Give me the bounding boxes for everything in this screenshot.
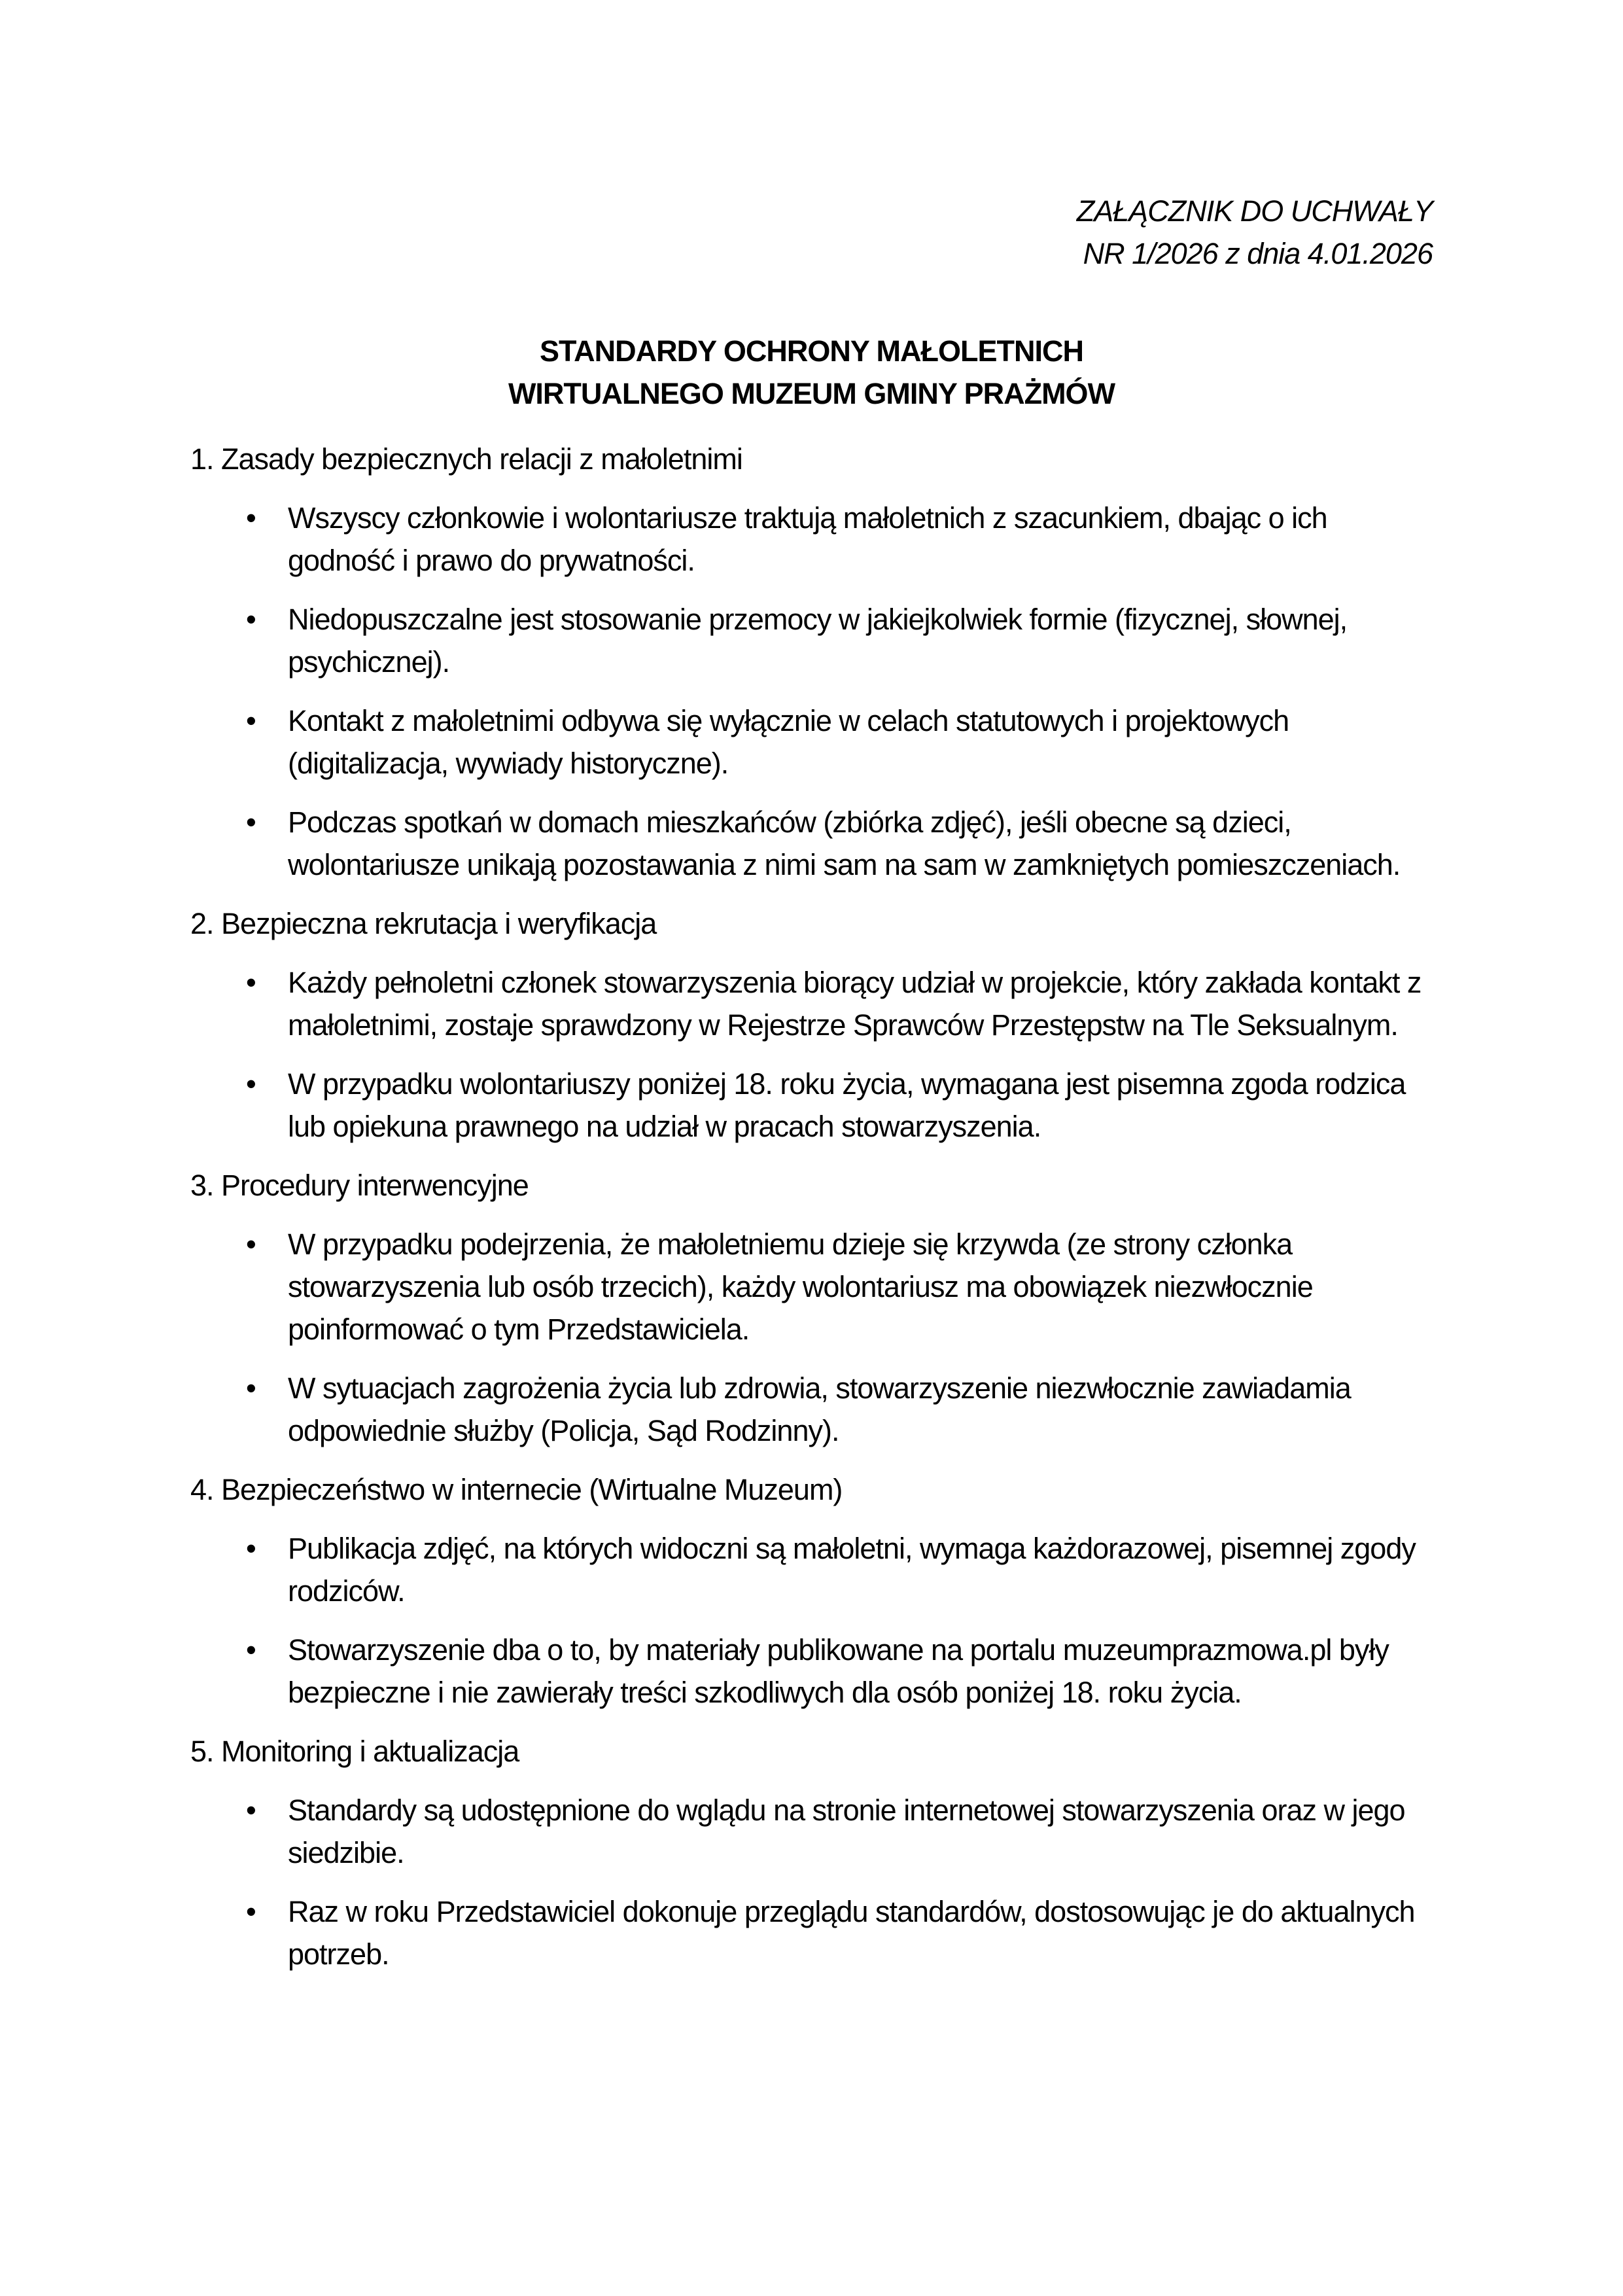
section-2	[190, 902, 1433, 1148]
list-item: • Raz w roku Przedstawiciel dokonuje przeglądu standardów, dostosowując je do aktualnych potrzeb.	[190, 1890, 1433, 1975]
list-item: • Podczas spotkań w domach mieszkańców (zbiórka zdjęć), jeśli obecne są dzieci, wolontariusze unikają pozostawania z nimi sam na sam w zamkniętych pomieszczeniach.	[190, 801, 1433, 886]
section-2-heading: 2. Bezpieczna rekrutacja i weryfikacja	[190, 907, 657, 940]
list-item: • W przypadku wolontariuszy poniżej 18. roku życia, wymagana jest pisemna zgoda rodzica lub opiekuna prawnego na udział w pracach stowarzyszenia.	[190, 1063, 1433, 1148]
section-1	[190, 438, 1433, 886]
section-1-heading: 1. Zasady bezpiecznych relacji z małoletnimi	[190, 442, 742, 476]
section-5	[190, 1730, 1433, 1975]
list-item: • Stowarzyszenie dba o to, by materiały publikowane na portalu muzeumprazmowa.pl były bezpieczne i nie zawierały treści szkodliwych dla osób poniżej 18. roku życia.	[190, 1629, 1433, 1714]
section-5-bullets	[190, 1789, 1433, 1975]
list-item: • W przypadku podejrzenia, że małoletniemu dzieje się krzywda (ze strony członka stowarzyszenia lub osób trzecich), każdy wolontariusz ma obowiązek niezwłocznie poinformować o tym Przedstawiciela.	[190, 1223, 1433, 1351]
document-title	[190, 330, 1433, 415]
document-title-line2: WIRTUALNEGO MUZEUM GMINY PRAŻMÓW	[508, 377, 1115, 410]
list-item: • Wszyscy członkowie i wolontariusze traktują małoletnich z szacunkiem, dbając o ich godność i prawo do prywatności.	[190, 497, 1433, 582]
list-item: • Niedopuszczalne jest stosowanie przemocy w jakiejkolwiek formie (fizycznej, słownej, psychicznej).	[190, 598, 1433, 683]
section-5-heading: 5. Monitoring i aktualizacja	[190, 1735, 519, 1768]
section-3-heading: 3. Procedury interwencyjne	[190, 1169, 529, 1202]
document-title-line1: STANDARDY OCHRONY MAŁOLETNICH	[539, 334, 1083, 368]
attachment-note	[190, 190, 1433, 275]
list-item: • Publikacja zdjęć, na których widoczni są małoletni, wymaga każdorazowej, pisemnej zgody rodziców.	[190, 1527, 1433, 1612]
section-4-heading: 4. Bezpieczeństwo w internecie (Wirtualne Muzeum)	[190, 1473, 843, 1506]
section-3-bullets	[190, 1223, 1433, 1452]
section-4-bullets	[190, 1527, 1433, 1714]
list-item: • Standardy są udostępnione do wglądu na stronie internetowej stowarzyszenia oraz w jego siedzibie.	[190, 1789, 1433, 1874]
section-1-bullets	[190, 497, 1433, 886]
list-item: • Kontakt z małoletnimi odbywa się wyłącznie w celach statutowych i projektowych (digitalizacja, wywiady historyczne).	[190, 699, 1433, 785]
section-4	[190, 1468, 1433, 1714]
section-3	[190, 1164, 1433, 1452]
list-item: • Każdy pełnoletni członek stowarzyszenia biorący udział w projekcie, który zakłada kontakt z małoletnimi, zostaje sprawdzony w Rejestrze Sprawców Przestępstw na Tle Seksualnym.	[190, 961, 1433, 1046]
list-item: • W sytuacjach zagrożenia życia lub zdrowia, stowarzyszenie niezwłocznie zawiadamia odpowiednie służby (Policja, Sąd Rodzinny).	[190, 1367, 1433, 1452]
attachment-note-line1: ZAŁĄCZNIK DO UCHWAŁY	[1076, 194, 1433, 228]
section-2-bullets	[190, 961, 1433, 1148]
attachment-note-line2: NR 1/2026 z dnia 4.01.2026	[1083, 237, 1433, 270]
